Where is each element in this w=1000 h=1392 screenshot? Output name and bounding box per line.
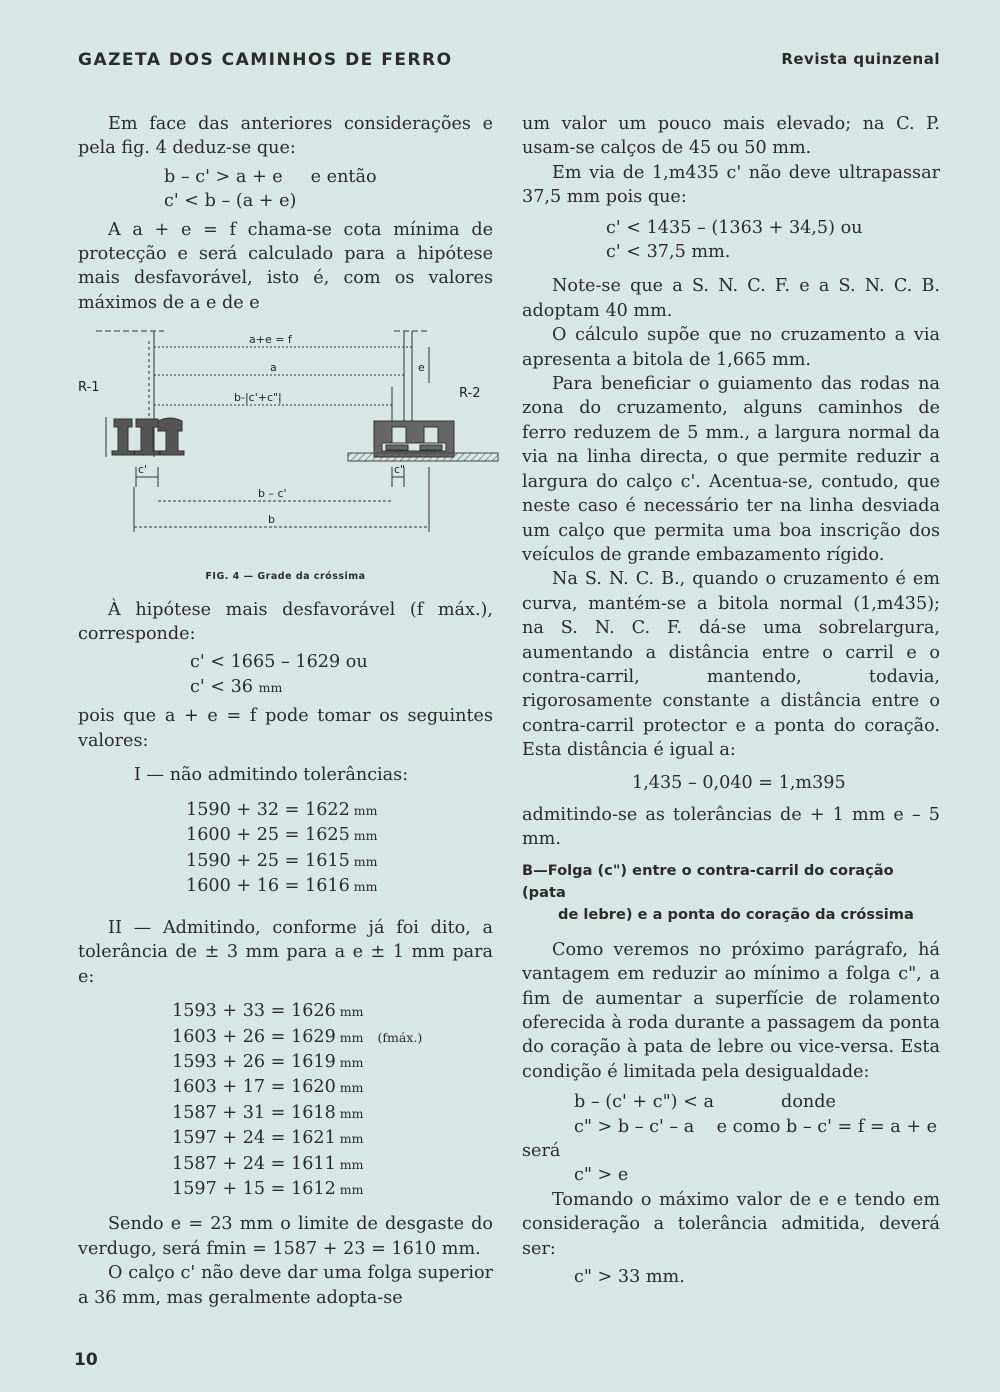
paragraph: Sendo e = 23 mm o limite de desgaste do verdugo, será fmin = 1587 + 23 = 1610 mm. [78, 1214, 493, 1259]
label-b: b [268, 513, 275, 527]
label-r1: R-1 [78, 380, 100, 396]
figure-4 [74, 327, 493, 565]
figure-caption: FIG. 4 — Grade da cróssima [205, 571, 366, 583]
formula: b – (c' + c") < a donde c" > b – c' – a e como b – c' = f = a + e [574, 1092, 938, 1137]
section-heading: B—Folga (c") entre o contra-carril do coração (pata de lebre) e a ponta do coração da cróssima [522, 861, 914, 923]
label-b-minus-c: b-|c'+c"| [234, 391, 282, 405]
paragraph: admitindo-se as tolerâncias de + 1 mm e – 5 mm. [522, 804, 940, 850]
paragraph: Tomando o máximo valor de e e tendo em consideração a tolerância admitida, deverá ser: [522, 1189, 940, 1259]
label-c-double: c" [394, 463, 406, 477]
paragraph: À hipótese mais desfavorável (f máx.), corresponde: [78, 599, 493, 645]
paragraph: Em via de 1,m435 c' não deve ultrapassar 37,5 mm pois que: [522, 162, 940, 208]
equation-row: 1587 + 31 = 1618 mm [172, 1102, 364, 1123]
paragraph: Para beneficiar o guiamento das rodas na zona do cruzamento, alguns caminhos de ferro reduzem de 5 mm., a largura normal da via na linha directa, o que permite reduzir a largura do calço c'. Acentua-se, contudo, que neste caso é necessário ter na linha desviada um calço que permita uma boa inscrição dos veículos de grande embazamento rígido. [522, 374, 940, 565]
equation-row: 1603 + 17 = 1620 mm [172, 1077, 364, 1098]
formula: b – c' > a + e e então c' < b – (a + e) [164, 166, 377, 212]
list-heading: I — não admitindo tolerâncias: [134, 765, 409, 786]
journal-subtitle: Revista quinzenal [781, 50, 940, 68]
formula: c" > 33 mm. [574, 1267, 685, 1288]
formula: c" > e [574, 1165, 629, 1186]
label-e: e [418, 361, 425, 375]
label-r2: R-2 [459, 386, 481, 402]
paragraph: um valor um pouco mais elevado; na C. P. usam-se calços de 45 ou 50 mm. [522, 114, 940, 159]
paragraph: II — Admitindo, conforme já foi dito, a tolerância de ± 3 mm para a e ± 1 mm para e: [78, 917, 493, 987]
paragraph: O calço c' não deve dar uma folga superior a 36 mm, mas geralmente adopta-se [78, 1263, 493, 1308]
equation-row: 1600 + 16 = 1616 mm [186, 876, 378, 897]
paragraph: Como veremos no próximo parágrafo, há vantagem em reduzir ao mínimo a folga c", a fim de aumentar a superfície de rolamento oferecida à roda durante a passagem da ponta do coração à pata de lebre ou vice-versa. Esta condição é limitada pela desigualdade: [522, 939, 940, 1082]
paragraph: Em face das anteriores considerações e pela fig. 4 deduz-se que: [78, 114, 493, 159]
equation-row: 1600 + 25 = 1625 mm [186, 825, 378, 846]
equation-row: 1603 + 26 = 1629 mm (fmáx.) [172, 1026, 423, 1047]
paragraph: pois que a + e = f pode tomar os seguintes valores: [78, 706, 493, 751]
equation-row: 1587 + 24 = 1611 mm [172, 1153, 364, 1174]
journal-title: GAZETA DOS CAMINHOS DE FERRO [78, 50, 453, 70]
right-column [522, 112, 940, 1289]
page-number: 10 [74, 1350, 98, 1370]
label-a-plus-e: a+e = f [249, 333, 292, 347]
formula: 1,435 – 0,040 = 1,m395 [632, 772, 846, 793]
label-a: a [270, 361, 277, 375]
equation-row: 1597 + 15 = 1612 mm [172, 1178, 364, 1199]
paragraph: Note-se que a S. N. C. F. e a S. N. C. B. adoptam 40 mm. [522, 276, 940, 321]
formula-text: será [522, 1141, 561, 1162]
formula: c' < 1665 – 1629 ou c' < 36 mm [190, 652, 368, 697]
label-c-prime: c' [138, 463, 148, 477]
sums-with-tolerance [172, 999, 493, 1202]
equation-row: 1590 + 25 = 1615 mm [186, 850, 378, 871]
equation-row: 1593 + 33 = 1626 mm [172, 1001, 364, 1022]
sums-no-tolerance [186, 798, 493, 900]
equation-row: 1597 + 24 = 1621 mm [172, 1128, 364, 1149]
paragraph: A a + e = f chama-se cota mínima de protecção e será calculado para a hipótese mais desfavorável, isto é, com os valores máximos de a e de e [78, 219, 493, 313]
paragraph: Na S. N. C. B., quando o cruzamento é em curva, mantém-se a bitola normal (1,m435); na S. N. C. F. dá-se uma sobrelargura, aumentando a distância entre o carril e o contra-carril, mantendo, todavia, rigorosamente constante a distância entre o contra-carril protector e a ponta do coração. Esta distância é igual a: [522, 569, 940, 761]
left-column [78, 112, 493, 1310]
fmax-note: (fmáx.) [377, 1029, 423, 1045]
crossing-diagram [74, 327, 499, 557]
equation-row: 1590 + 32 = 1622 mm [186, 799, 378, 820]
paragraph: O cálculo supõe que no cruzamento a via apresenta a bitola de 1,665 mm. [522, 325, 940, 370]
label-b-minus-c-prime: b – c' [258, 487, 287, 501]
formula: c' < 1435 – (1363 + 34,5) ou c' < 37,5 mm. [606, 217, 863, 263]
equation-row: 1593 + 26 = 1619 mm [172, 1051, 364, 1072]
